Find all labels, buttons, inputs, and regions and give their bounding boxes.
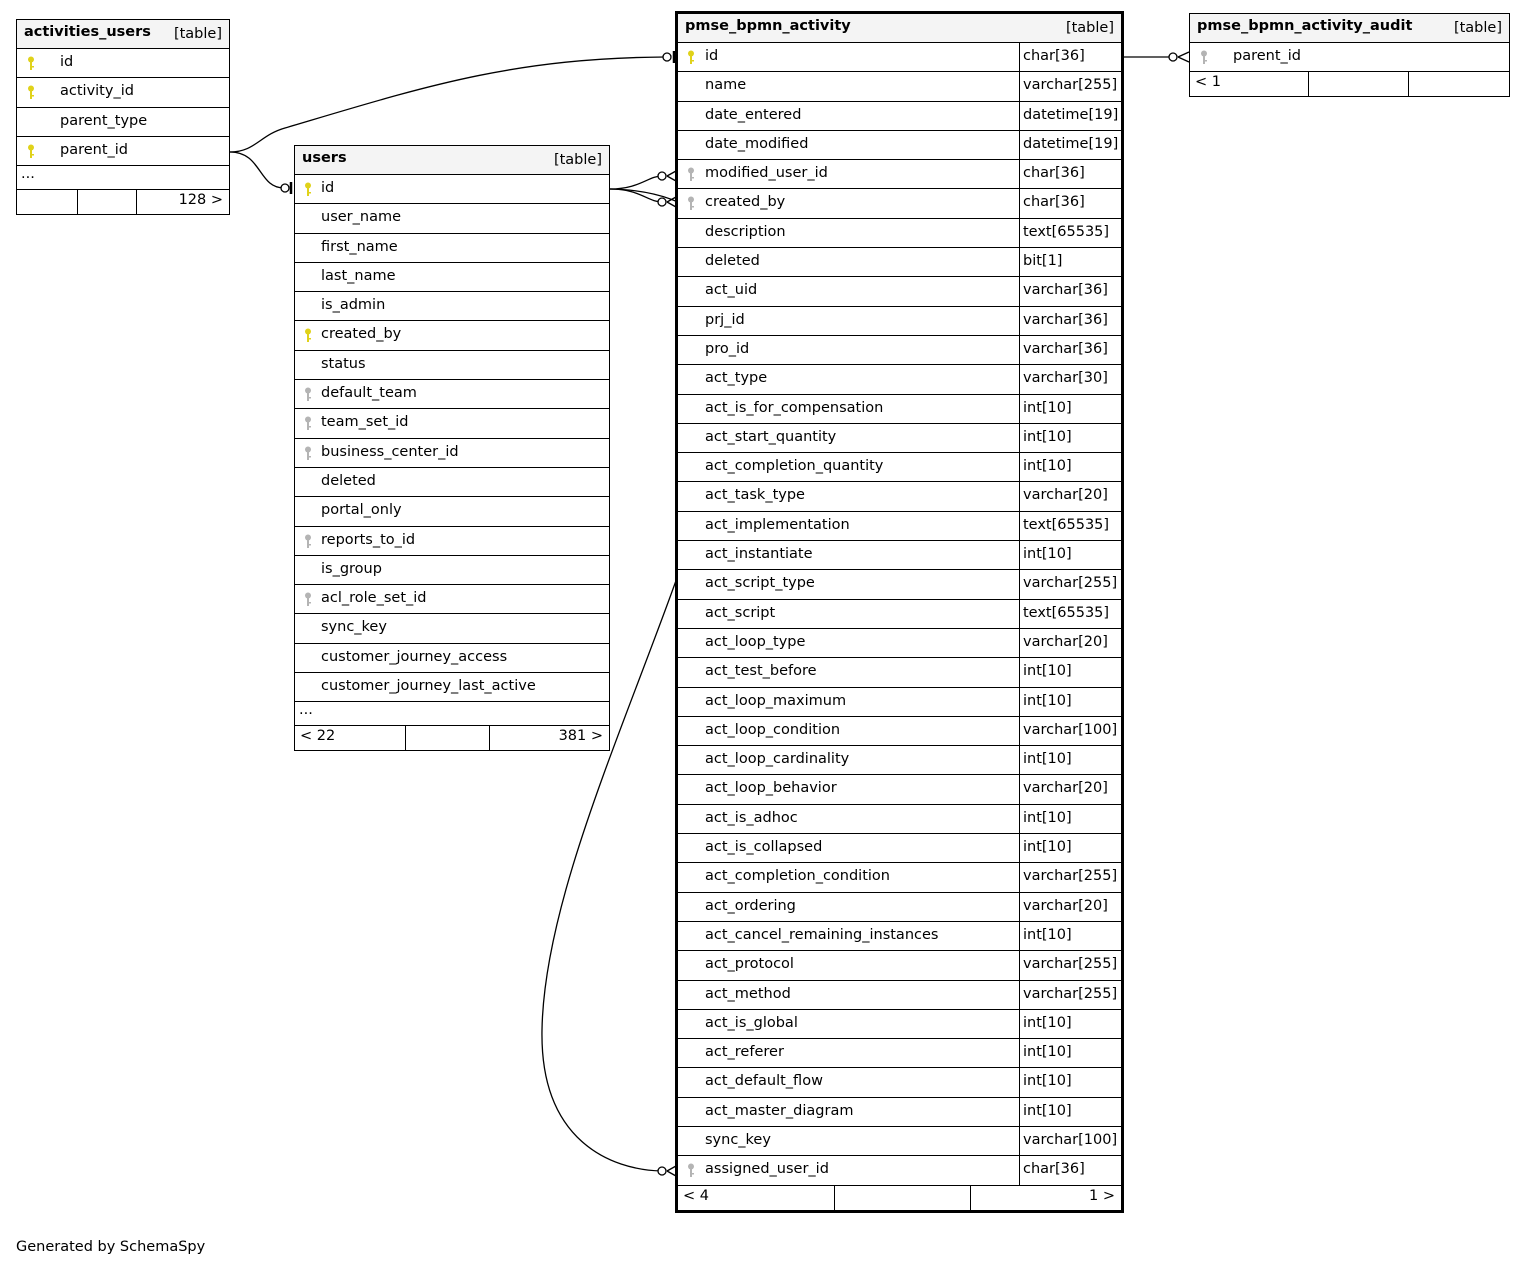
column-divider — [1019, 775, 1020, 803]
column-divider — [1019, 1010, 1020, 1038]
column-divider — [1019, 1127, 1020, 1155]
column-name[interactable]: is_admin — [321, 297, 386, 314]
column-name[interactable]: act_cancel_remaining_instances — [705, 926, 939, 943]
column-row[interactable] — [678, 131, 1121, 160]
column-name[interactable]: act_loop_condition — [705, 721, 841, 738]
column-row[interactable] — [17, 78, 229, 107]
column-type: varchar[255] — [1023, 956, 1118, 973]
table-header[interactable] — [17, 20, 229, 49]
column-name[interactable]: activity_id — [60, 83, 134, 100]
footer-divider — [970, 1186, 971, 1210]
edge-end-crowsfoot — [1178, 52, 1189, 62]
footer-divider — [1308, 72, 1309, 96]
column-divider — [1019, 688, 1020, 716]
column-name[interactable]: act_script_type — [705, 575, 815, 592]
column-name[interactable]: sync_key — [705, 1131, 771, 1148]
footer-divider — [1408, 72, 1409, 96]
table-footer — [17, 190, 229, 214]
column-divider — [1019, 307, 1020, 335]
column-row[interactable] — [678, 688, 1121, 717]
column-name[interactable]: act_loop_cardinality — [705, 751, 850, 768]
column-name[interactable]: act_loop_behavior — [705, 780, 837, 797]
column-type: varchar[100] — [1023, 721, 1118, 738]
column-name[interactable]: date_entered — [705, 106, 802, 123]
column-divider — [1019, 1068, 1020, 1096]
column-type: varchar[255] — [1023, 985, 1118, 1002]
column-type: int[10] — [1023, 546, 1072, 563]
column-divider — [1019, 746, 1020, 774]
column-divider — [1019, 395, 1020, 423]
column-type: int[10] — [1023, 1102, 1072, 1119]
column-type: varchar[100] — [1023, 1131, 1118, 1148]
column-row[interactable] — [678, 717, 1121, 746]
column-row[interactable] — [678, 219, 1121, 248]
edge-end-zero — [1169, 53, 1177, 61]
column-row[interactable] — [678, 482, 1121, 511]
edge-users-to-modified-user — [610, 176, 662, 189]
column-divider — [1019, 805, 1020, 833]
column-name[interactable]: parent_type — [60, 112, 148, 129]
primary-key-icon — [304, 328, 312, 342]
foreign-key-icon — [304, 416, 312, 430]
column-row[interactable] — [295, 351, 609, 380]
more-columns[interactable] — [295, 702, 609, 726]
column-name[interactable]: modified_user_id — [705, 165, 828, 182]
column-name[interactable]: user_name — [321, 209, 401, 226]
table-name[interactable]: users — [302, 150, 347, 166]
column-divider — [1019, 658, 1020, 686]
column-name[interactable]: act_completion_condition — [705, 868, 890, 885]
column-name[interactable]: deleted — [705, 253, 760, 270]
column-name[interactable]: act_implementation — [705, 516, 850, 533]
footer-divider — [77, 190, 78, 214]
column-type: varchar[255] — [1023, 77, 1118, 94]
table-tag: [table] — [173, 26, 222, 42]
column-row[interactable] — [295, 556, 609, 585]
column-name[interactable]: act_is_collapsed — [705, 839, 823, 856]
column-divider — [1019, 1156, 1020, 1184]
edge-activities-users-to-users — [230, 152, 284, 188]
column-row[interactable] — [678, 746, 1121, 775]
column-row[interactable] — [17, 137, 229, 166]
more-columns-label: ... — [21, 166, 35, 183]
column-row[interactable] — [678, 512, 1121, 541]
column-row[interactable] — [295, 439, 609, 468]
column-row[interactable] — [678, 102, 1121, 131]
column-name[interactable]: act_ordering — [705, 897, 796, 914]
column-name[interactable]: act_loop_maximum — [705, 692, 847, 709]
column-row[interactable] — [678, 160, 1121, 189]
column-row[interactable] — [678, 1039, 1121, 1068]
column-row[interactable] — [295, 380, 609, 409]
column-row[interactable] — [678, 805, 1121, 834]
more-columns[interactable] — [17, 166, 229, 190]
primary-key-icon — [687, 50, 695, 64]
child-count[interactable]: 128 > — [178, 192, 223, 209]
column-type: int[10] — [1023, 428, 1072, 445]
column-type: varchar[20] — [1023, 780, 1108, 797]
column-row[interactable] — [295, 175, 609, 204]
edge-activities-users-to-activity — [230, 57, 665, 152]
table-footer — [295, 726, 609, 750]
column-name[interactable]: act_script — [705, 604, 776, 621]
column-type: varchar[30] — [1023, 370, 1108, 387]
column-type: varchar[20] — [1023, 897, 1108, 914]
column-divider — [1019, 160, 1020, 188]
column-name[interactable]: act_referer — [705, 1044, 784, 1061]
column-name[interactable]: first_name — [321, 238, 398, 255]
table-tag: [table] — [1065, 20, 1114, 36]
column-divider — [1019, 922, 1020, 950]
column-name[interactable]: act_is_global — [705, 1014, 798, 1031]
column-row[interactable] — [678, 658, 1121, 687]
table-tag: [table] — [553, 152, 602, 168]
column-row[interactable] — [17, 108, 229, 137]
column-type: varchar[255] — [1023, 868, 1118, 885]
edge-end-zero — [281, 184, 289, 192]
column-type: text[65535] — [1023, 604, 1110, 621]
column-name[interactable]: deleted — [321, 472, 376, 489]
column-row[interactable] — [678, 1156, 1121, 1185]
column-row[interactable] — [678, 1098, 1121, 1127]
foreign-key-icon — [1200, 50, 1208, 64]
primary-key-icon — [27, 56, 35, 70]
column-name[interactable]: act_type — [705, 370, 768, 387]
table-footer — [678, 1186, 1121, 1210]
column-name[interactable]: reports_to_id — [321, 531, 416, 548]
column-divider — [1019, 424, 1020, 452]
column-row[interactable] — [295, 585, 609, 614]
column-row[interactable] — [678, 1068, 1121, 1097]
column-name[interactable]: assigned_user_id — [705, 1161, 829, 1178]
column-type: int[10] — [1023, 399, 1072, 416]
column-divider — [1019, 248, 1020, 276]
column-divider — [1019, 570, 1020, 598]
column-divider — [1019, 981, 1020, 1009]
column-type: int[10] — [1023, 751, 1072, 768]
child-count[interactable]: 381 > — [558, 728, 603, 745]
table-header[interactable] — [1190, 14, 1509, 43]
foreign-key-icon — [687, 167, 695, 181]
column-row[interactable] — [295, 497, 609, 526]
column-row[interactable] — [678, 248, 1121, 277]
column-divider — [1019, 131, 1020, 159]
column-row[interactable] — [678, 951, 1121, 980]
column-divider — [1019, 541, 1020, 569]
column-divider — [1019, 365, 1020, 393]
column-row[interactable] — [678, 365, 1121, 394]
footer-divider — [489, 726, 490, 750]
column-row[interactable] — [678, 629, 1121, 658]
column-type: int[10] — [1023, 663, 1072, 680]
column-name[interactable]: act_method — [705, 985, 791, 1002]
column-name[interactable]: act_test_before — [705, 663, 817, 680]
table-pmse-bpmn-activity[interactable] — [675, 11, 1124, 1213]
column-name[interactable]: team_set_id — [321, 414, 409, 431]
column-name[interactable]: act_default_flow — [705, 1073, 823, 1090]
column-type: varchar[36] — [1023, 282, 1108, 299]
column-divider — [1019, 72, 1020, 100]
column-name[interactable]: id — [60, 54, 74, 70]
table-pmse-bpmn-activity-audit[interactable] — [1189, 13, 1510, 97]
column-row[interactable] — [678, 1010, 1121, 1039]
column-divider — [1019, 893, 1020, 921]
column-name[interactable]: last_name — [321, 267, 396, 284]
column-divider — [1019, 600, 1020, 628]
column-type: varchar[20] — [1023, 487, 1108, 504]
column-row[interactable] — [678, 570, 1121, 599]
column-type: char[36] — [1023, 48, 1085, 64]
column-type: int[10] — [1023, 1044, 1072, 1061]
table-header[interactable] — [295, 146, 609, 175]
column-divider — [1019, 1039, 1020, 1067]
footer-divider — [136, 190, 137, 214]
column-row[interactable] — [17, 49, 229, 78]
edge-end-zero — [658, 1167, 666, 1175]
column-type: int[10] — [1023, 1073, 1072, 1090]
more-columns-label: ... — [299, 702, 313, 719]
foreign-key-icon — [304, 387, 312, 401]
column-type: char[36] — [1023, 1161, 1085, 1178]
column-name[interactable]: act_start_quantity — [705, 428, 837, 445]
foreign-key-icon — [687, 1163, 695, 1177]
column-divider — [1019, 189, 1020, 217]
column-type: int[10] — [1023, 692, 1072, 709]
column-row[interactable] — [295, 234, 609, 263]
column-name[interactable]: sync_key — [321, 619, 387, 636]
child-count[interactable]: 1 > — [1089, 1187, 1115, 1204]
foreign-key-icon — [304, 534, 312, 548]
column-row[interactable] — [678, 1127, 1121, 1156]
column-row[interactable] — [678, 277, 1121, 306]
column-divider — [1019, 219, 1020, 247]
column-divider — [1019, 951, 1020, 979]
column-row[interactable] — [295, 527, 609, 556]
column-row[interactable] — [678, 893, 1121, 922]
column-type: text[65535] — [1023, 223, 1110, 240]
column-row[interactable] — [678, 981, 1121, 1010]
column-name[interactable]: created_by — [705, 194, 786, 211]
table-header[interactable] — [678, 14, 1121, 43]
column-divider — [1019, 453, 1020, 481]
table-footer — [1190, 72, 1509, 96]
column-name[interactable]: act_master_diagram — [705, 1102, 854, 1119]
table-name[interactable]: activities_users — [24, 24, 151, 40]
column-row[interactable] — [1190, 43, 1509, 72]
column-name[interactable]: is_group — [321, 560, 382, 577]
column-divider — [1019, 482, 1020, 510]
column-name[interactable]: created_by — [321, 326, 402, 343]
column-row[interactable] — [678, 453, 1121, 482]
primary-key-icon — [27, 85, 35, 99]
column-name[interactable]: prj_id — [705, 311, 745, 328]
column-row[interactable] — [295, 321, 609, 350]
column-row[interactable] — [678, 863, 1121, 892]
column-name[interactable]: customer_journey_last_active — [321, 678, 536, 695]
column-row[interactable] — [295, 468, 609, 497]
column-name[interactable]: portal_only — [321, 502, 402, 519]
column-name[interactable]: parent_id — [60, 141, 129, 158]
column-divider — [1019, 1098, 1020, 1126]
column-row[interactable] — [295, 263, 609, 292]
column-divider — [1019, 336, 1020, 364]
column-name[interactable]: act_uid — [705, 282, 758, 299]
column-type: int[10] — [1023, 809, 1072, 826]
parent-count[interactable]: < 22 — [300, 728, 336, 745]
column-name[interactable]: id — [705, 48, 719, 64]
column-type: int[10] — [1023, 926, 1072, 943]
footer-divider — [834, 1186, 835, 1210]
column-type: int[10] — [1023, 839, 1072, 856]
column-name[interactable]: acl_role_set_id — [321, 590, 427, 607]
column-name[interactable]: default_team — [321, 385, 417, 402]
column-name[interactable]: date_modified — [705, 135, 809, 152]
column-name[interactable]: act_protocol — [705, 956, 794, 973]
column-name[interactable]: customer_journey_access — [321, 648, 508, 665]
column-row[interactable] — [678, 307, 1121, 336]
column-row[interactable] — [295, 644, 609, 673]
column-row[interactable] — [678, 72, 1121, 101]
column-row[interactable] — [678, 395, 1121, 424]
column-row[interactable] — [295, 673, 609, 702]
column-type: varchar[36] — [1023, 340, 1108, 357]
column-name[interactable]: act_is_for_compensation — [705, 399, 884, 416]
table-tag: [table] — [1453, 20, 1502, 36]
column-type: char[36] — [1023, 165, 1085, 182]
column-type: datetime[19] — [1023, 135, 1119, 152]
column-divider — [1019, 629, 1020, 657]
column-type: int[10] — [1023, 1014, 1072, 1031]
column-row[interactable] — [678, 834, 1121, 863]
column-row[interactable] — [295, 292, 609, 321]
column-name[interactable]: act_completion_quantity — [705, 458, 884, 475]
column-type: int[10] — [1023, 458, 1072, 475]
column-type: datetime[19] — [1023, 106, 1119, 123]
table-name[interactable]: pmse_bpmn_activity_audit — [1197, 18, 1413, 34]
column-divider — [1019, 102, 1020, 130]
foreign-key-icon — [304, 446, 312, 460]
column-name[interactable]: business_center_id — [321, 443, 459, 460]
footer-divider — [405, 726, 406, 750]
column-name[interactable]: act_loop_type — [705, 633, 806, 650]
column-type: text[65535] — [1023, 516, 1110, 533]
column-divider — [1019, 43, 1020, 71]
edge-end-zero — [663, 53, 671, 61]
edge-end-zero — [658, 198, 666, 206]
column-name[interactable]: name — [705, 77, 747, 94]
column-row[interactable] — [678, 775, 1121, 804]
column-row[interactable] — [678, 922, 1121, 951]
generated-by-footer: Generated by SchemaSpy — [16, 1239, 206, 1255]
column-row[interactable] — [678, 336, 1121, 365]
column-row[interactable] — [678, 424, 1121, 453]
column-name[interactable]: status — [321, 355, 366, 372]
column-row[interactable] — [295, 204, 609, 233]
column-divider — [1019, 512, 1020, 540]
column-row[interactable] — [678, 189, 1121, 218]
foreign-key-icon — [304, 592, 312, 606]
foreign-key-icon — [687, 196, 695, 210]
column-name[interactable]: parent_id — [1233, 48, 1302, 64]
table-activities-users[interactable] — [16, 19, 230, 215]
column-type: char[36] — [1023, 194, 1085, 211]
edge-end-zero — [658, 172, 666, 180]
column-type: bit[1] — [1023, 253, 1063, 270]
table-name[interactable]: pmse_bpmn_activity — [685, 18, 851, 34]
column-type: varchar[36] — [1023, 311, 1108, 328]
column-row[interactable] — [678, 600, 1121, 629]
table-users[interactable] — [294, 145, 610, 751]
column-name[interactable]: act_instantiate — [705, 546, 813, 563]
column-name[interactable]: act_is_adhoc — [705, 809, 798, 826]
column-divider — [1019, 834, 1020, 862]
column-row[interactable] — [678, 541, 1121, 570]
column-row[interactable] — [678, 43, 1121, 72]
column-type: varchar[255] — [1023, 575, 1118, 592]
column-type: varchar[20] — [1023, 633, 1108, 650]
primary-key-icon — [304, 182, 312, 196]
parent-count[interactable]: < 4 — [683, 1187, 709, 1204]
column-name[interactable]: id — [321, 180, 335, 196]
primary-key-icon — [27, 144, 35, 158]
column-divider — [1019, 717, 1020, 745]
column-row[interactable] — [295, 409, 609, 438]
column-divider — [1019, 277, 1020, 305]
parent-count[interactable]: < 1 — [1195, 74, 1221, 91]
column-name[interactable]: description — [705, 223, 786, 240]
column-name[interactable]: act_task_type — [705, 487, 805, 504]
column-name[interactable]: pro_id — [705, 340, 750, 357]
column-divider — [1019, 863, 1020, 891]
column-row[interactable] — [295, 614, 609, 643]
